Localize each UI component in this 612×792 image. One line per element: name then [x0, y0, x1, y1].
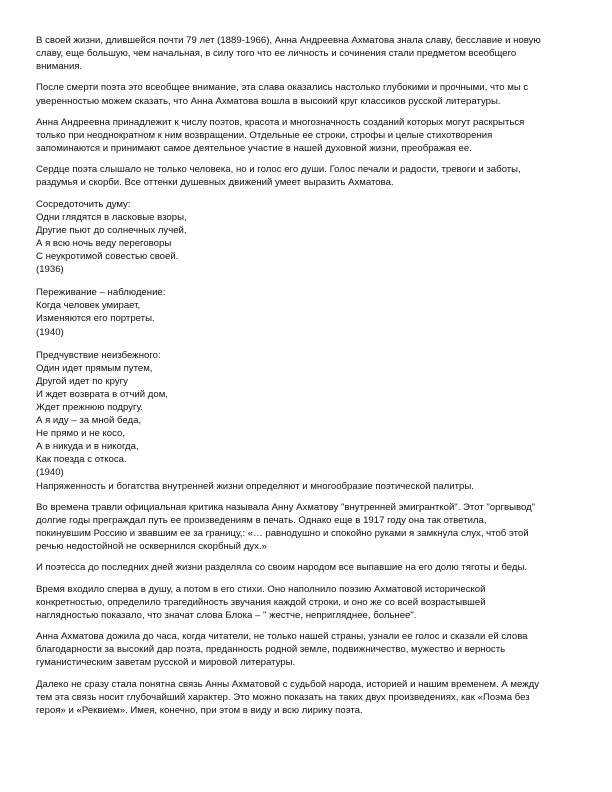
paragraph-poet-beauty: Анна Андреевна принадлежит к числу поэтов, красота и многозначность созданий которых могут раскрыться только при неоднократном к ним возвращении. Отдельные ее строки, строфы и целые стихотворения запоминаются и принимают самое деятельное участие в нашей духовной жизни, преображая ее. — [36, 116, 525, 155]
paragraph-heart-of-poet: Сердце поэта слышало не только человека, но и голос его души. Голос печали и радости, тревоги и заботы, раздумья и скорби. Все оттенки душевных движений умеет выразить Ахматова. — [36, 164, 521, 189]
poem-stanza-portraits: Переживание – наблюдение: Когда человек умирает, Изменяются его портреты. (1940) — [36, 287, 166, 338]
poem-stanza-inevitable: Предчувствие неизбежного: Один идет прямым путем, Другой идет по кругу И ждет возврата в отчий дом, Ждет прежнюю подругу. А я иду – за мной беда, Не прямо и не косо, А в никуда и в никогда, Как поезда с откоса. (1940) — [36, 349, 168, 479]
paragraph-time-in-verse: Время входило сперва в душу, а потом в его стихи. Оно наполнило поэзию Ахматовой исторической конкретностью, определило трагедийность звучания каждой строки, и оно же со всей возрастывшей наглядностью показало, что значат слова Блока – " жестче, непригляднее, больнее". — [36, 583, 486, 621]
paragraph-palette: Напряженность и богатства внутренней жизни определяют и многообразие поэтической палитры. — [36, 480, 474, 492]
poem-stanza-1936: Сосредоточить думу: Одни глядятся в ласковые взоры, Другие пьют до солнечных лучей, А я всю ночь веду переговоры С неукротимой совестью своей. (1936) — [36, 198, 187, 276]
paragraph-shared-hardship: И поэтесса до последних дней жизни разделяла со своим народом все выпавшие на его долю тяготы и беды. — [36, 562, 528, 574]
document-page — [36, 34, 584, 717]
paragraph-life-span: В своей жизни, длившейся почти 79 лет (1889-1966), Анна Андреевна Ахматова знала славу, бесславие и новую славу, еще большую, чем начальная, в силу того что ее личность и сочинения стали предметом всеобщего внимания. — [36, 35, 541, 73]
paragraph-connection: Далеко не сразу стала понятна связь Анны Ахматовой с судьбой народа, историей и нашим временем. А между тем эта связь носит глубочайший характер. Это можно показать на таких двух произведениях, как «Поэма без героя» и «Реквием». Имея, конечно, при этом в виду и всю лирику поэта. — [36, 678, 540, 716]
paragraph-recognition: Анна Ахматова дожила до часа, когда читатели, не только нашей страны, узнали ее голос и сказали ей слова благодарности за высокий дар поэта, преданность родной земле, подвижничество, мужество и верность гуманистическим заветам русской и мировой литературы. — [36, 631, 528, 669]
paragraph-persecution: Во времена травли официальная критика называла Анну Ахматову "внутренней эмигранткой". Этот "оргвывод" долгие годы преграждал путь ее произведениям в печать. Однако еще в 1917 году она так ответила, покинувшим Россию и звавшим ее за границу,: «… равнодушно и спокойно руками я замкнула слух, чтоб этой речью недостойной не осквернился скорбный дух.» — [36, 501, 536, 553]
paragraph-after-death: После смерти поэта это всеобщее внимание, эта слава оказались настолько глубокими и прочными, что мы с уверенностью можем сказать, что Анна Ахматова вошла в высокий круг классиков русской литературы. — [36, 82, 529, 107]
